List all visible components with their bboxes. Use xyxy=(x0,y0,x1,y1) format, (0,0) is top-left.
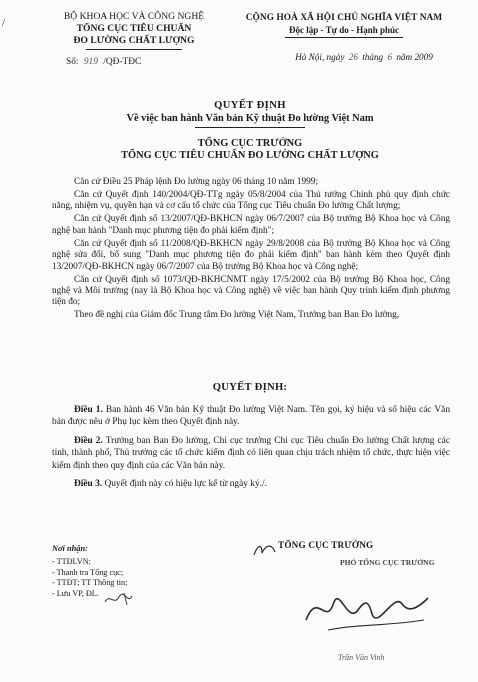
article-text: Trưởng ban Ban Đo lường, Chi cục trưởng Chi cục Tiêu chuẩn Đo lường Chất lượng các tỉnh, thành phố, Thủ trưởng các tổ chức kiểm định có liên quan chịu trách nhiệm tổ chức, thực hiện việc kiểm định theo quy định của các Văn bản này. xyxy=(52,435,450,471)
article-text: Quyết định này có hiệu lực kể từ ngày ký./. xyxy=(104,479,267,490)
title-block xyxy=(50,100,450,161)
article-1 xyxy=(52,404,450,429)
recipients-block xyxy=(52,544,202,599)
ref-suffix: /QĐ-TĐC xyxy=(103,57,142,67)
agency-name-line1: TỔNG CỤC TIÊU CHUẨN xyxy=(76,23,192,34)
subject-underline xyxy=(195,127,305,128)
issue-date xyxy=(232,51,456,63)
signer-name: Trần Văn Vinh xyxy=(338,653,385,662)
preamble-clause: Theo đề nghị của Giám đốc Trung tâm Đo lường Việt Nam, Trưởng ban Ban Đo lường, xyxy=(74,310,400,321)
article-2 xyxy=(52,435,450,472)
date-month-label: tháng xyxy=(362,52,384,62)
article-label: Điều 2. xyxy=(74,435,103,446)
national-motto: Độc lập - Tự do - Hạnh phúc xyxy=(288,25,399,35)
signature xyxy=(298,580,438,640)
document-subject: Về việc ban hành Văn bản Kỹ thuật Đo lường Việt Nam xyxy=(126,113,374,124)
handwritten-initials xyxy=(102,590,142,608)
document-reference xyxy=(48,56,220,68)
signer-deputy-title: PHÓ TỔNG CỤC TRƯỞNG xyxy=(340,558,435,567)
ref-label: Số: xyxy=(66,57,79,67)
recipient-item: - TTĐLVN; xyxy=(52,557,91,567)
preamble-clause: Căn cứ Quyết định số 13/2007/QĐ-BKHCN ngày 06/7/2007 của Bộ trưởng Bộ Khoa học và Công nghệ ban hành "Danh mục phương tiện đo phải kiểm định"; xyxy=(52,214,450,236)
margin-mark: / xyxy=(2,18,5,29)
ministry-name: BỘ KHOA HỌC VÀ CÔNG NGHỆ xyxy=(63,11,205,22)
preamble-clause: Căn cứ Quyết định số 11/2008/QĐ-BKHCN ngày 29/8/2008 của Bộ trưởng Bộ Khoa học và Công nghệ sửa đổi, bổ sung "Danh mục phương tiện đo phải kiểm định" ban hành kèm theo Quyết định 13/2007/QĐ-BKHCN ngày 06/7/2007 của Bộ trưởng Bộ Khoa học và Công nghệ; xyxy=(52,238,450,272)
recipient-item: - TTĐT; TT Thông tin; xyxy=(52,578,128,588)
preamble xyxy=(52,177,450,323)
preamble-clause: Căn cứ Quyết định 140/2004/QĐ-TTg ngày 05/8/2004 của Thủ tướng Chính phủ quy định chức năng, nhiệm vụ, quyền hạn và cơ cấu tổ chức của Tổng cục Tiêu chuẩn Đo lường Chất lượng; xyxy=(52,190,450,212)
article-label: Điều 1. xyxy=(74,405,103,415)
preamble-clause: Căn cứ Quyết định số 1073/QĐ-BKHCNMT ngày 17/5/2002 của Bộ trưởng Bộ Khoa học, Công nghệ và Môi trường (nay là Bộ Khoa học và Công nghệ) về việc ban hành Quy trình kiểm định phương tiện đo; xyxy=(52,274,450,308)
agency-name-line2: ĐO LƯỜNG CHẤT LƯỢNG xyxy=(73,35,195,46)
document-type: QUYẾT ĐỊNH xyxy=(214,100,286,111)
article-3 xyxy=(52,478,450,490)
authority-agency: TỔNG CỤC TIÊU CHUẨN ĐO LƯỜNG CHẤT LƯỢNG xyxy=(121,150,379,161)
handwritten-mark xyxy=(248,540,278,558)
preamble-clause: Căn cứ Điều 25 Pháp lệnh Đo lường ngày 06 tháng 10 năm 1999; xyxy=(74,177,319,187)
articles xyxy=(52,404,450,496)
national-header xyxy=(232,12,456,63)
recipient-item: - Thanh tra Tổng cục; xyxy=(52,567,124,577)
authority-title: TỔNG CỤC TRƯỞNG xyxy=(197,138,303,149)
article-text: Ban hành 46 Văn bản Kỹ thuật Đo lường Việt Nam. Tên gọi, ký hiệu và số hiệu các Văn bản được nêu ở Phụ lục kèm theo Quyết định này. xyxy=(52,405,451,428)
date-day: 26 xyxy=(348,52,358,62)
recipients-heading: Nơi nhận: xyxy=(52,544,88,553)
date-month: 6 xyxy=(387,52,393,62)
date-year: năm 2009 xyxy=(396,52,433,62)
ref-number: 919 xyxy=(83,57,98,67)
issuer-underline xyxy=(86,49,182,50)
motto-underline xyxy=(285,37,403,38)
country-name: CỘNG HOÀ XÃ HỘI CHỦ NGHĨA VIỆT NAM xyxy=(245,13,443,23)
signer-role: TỔNG CỤC TRƯỞNG xyxy=(278,540,374,550)
issuer-header xyxy=(48,11,220,68)
decision-heading: QUYẾT ĐỊNH: xyxy=(212,382,288,393)
article-label: Điều 3. xyxy=(74,479,103,490)
recipient-item: - Lưu VP, ĐL. xyxy=(52,588,99,598)
date-prefix: Hà Nội, ngày xyxy=(295,52,345,62)
